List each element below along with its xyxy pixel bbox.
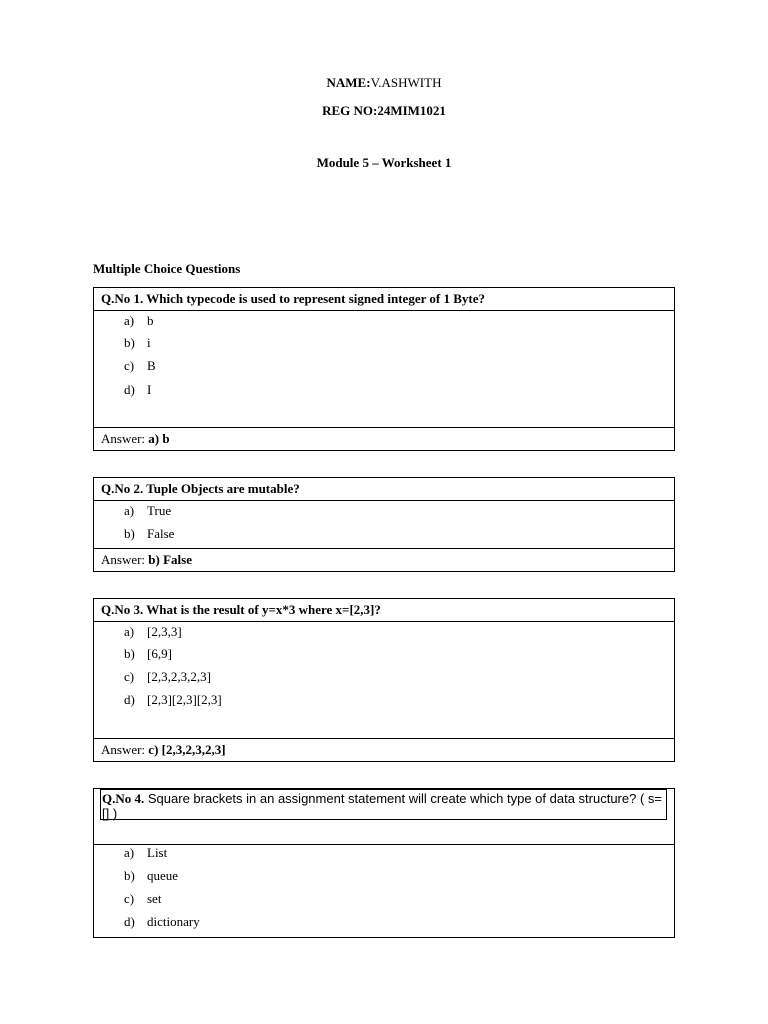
- worksheet-title: Module 5 – Worksheet 1: [316, 155, 452, 170]
- reg-number: REG NO:24MIM1021: [322, 103, 446, 118]
- option-letter: c): [124, 358, 135, 373]
- answer-row: [94, 427, 674, 450]
- question-title: Q.No 2. Tuple Objects are mutable?: [94, 478, 674, 501]
- option-item: [124, 525, 174, 543]
- option-letter: b): [124, 335, 135, 350]
- question-box-2: [93, 477, 675, 572]
- answer-label: Answer:: [101, 431, 146, 446]
- option-text: dictionary: [147, 914, 200, 929]
- option-letter: a): [124, 503, 135, 518]
- option-item: [124, 645, 172, 663]
- option-text: False: [147, 526, 175, 541]
- option-item: [124, 867, 178, 885]
- option-text: [2,3,3]: [147, 624, 182, 639]
- option-letter: a): [124, 624, 135, 639]
- option-text: B: [147, 358, 156, 373]
- option-item: [124, 890, 161, 908]
- option-text: True: [147, 503, 172, 518]
- question-box-3: [93, 598, 675, 762]
- question-text: Square brackets in an assignment statement will create which type of data structure? ( s=[] ): [102, 791, 662, 821]
- option-letter: b): [124, 646, 135, 661]
- question-title: [100, 789, 667, 820]
- question-box-4: [93, 788, 675, 938]
- option-item: [124, 844, 167, 862]
- option-letter: c): [124, 669, 135, 684]
- option-letter: b): [124, 868, 135, 883]
- option-letter: b): [124, 526, 135, 541]
- option-text: [2,3,2,3,2,3]: [147, 669, 211, 684]
- option-text: List: [147, 845, 168, 860]
- answer-row: [94, 738, 674, 761]
- name-value: V.ASHWITH: [370, 75, 442, 90]
- option-text: b: [147, 313, 154, 328]
- option-text: set: [147, 891, 162, 906]
- option-item: [124, 381, 151, 399]
- option-item: [124, 623, 182, 641]
- option-letter: a): [124, 845, 135, 860]
- option-text: [2,3][2,3][2,3]: [147, 692, 222, 707]
- option-item: [124, 691, 222, 709]
- option-letter: a): [124, 313, 135, 328]
- option-item: [124, 334, 151, 352]
- option-text: [6,9]: [147, 646, 172, 661]
- answer-label: Answer:: [101, 742, 146, 757]
- question-box-1: [93, 287, 675, 451]
- option-text: i: [147, 335, 151, 350]
- option-text: queue: [147, 868, 179, 883]
- answer-row: [94, 548, 674, 571]
- name-label: NAME:: [326, 75, 371, 90]
- option-letter: d): [124, 692, 135, 707]
- option-item: [124, 913, 200, 931]
- answer-value: a) b: [148, 431, 170, 446]
- section-heading: Multiple Choice Questions: [93, 261, 241, 276]
- answer-label: Answer:: [101, 552, 146, 567]
- option-item: [124, 357, 156, 375]
- question-title: Q.No 3. What is the result of y=x*3 where x=[2,3]?: [94, 599, 674, 622]
- option-letter: d): [124, 914, 135, 929]
- option-letter: d): [124, 382, 135, 397]
- answer-value: c) [2,3,2,3,2,3]: [148, 742, 226, 757]
- divider: [94, 844, 674, 845]
- option-letter: c): [124, 891, 135, 906]
- answer-value: b) False: [148, 552, 192, 567]
- question-title: Q.No 1. Which typecode is used to represent signed integer of 1 Byte?: [94, 288, 674, 311]
- option-item: [124, 668, 211, 686]
- name-line: [0, 75, 768, 91]
- option-item: [124, 502, 171, 520]
- option-text: I: [147, 382, 152, 397]
- option-item: [124, 312, 154, 330]
- question-number: Q.No 4.: [102, 791, 145, 806]
